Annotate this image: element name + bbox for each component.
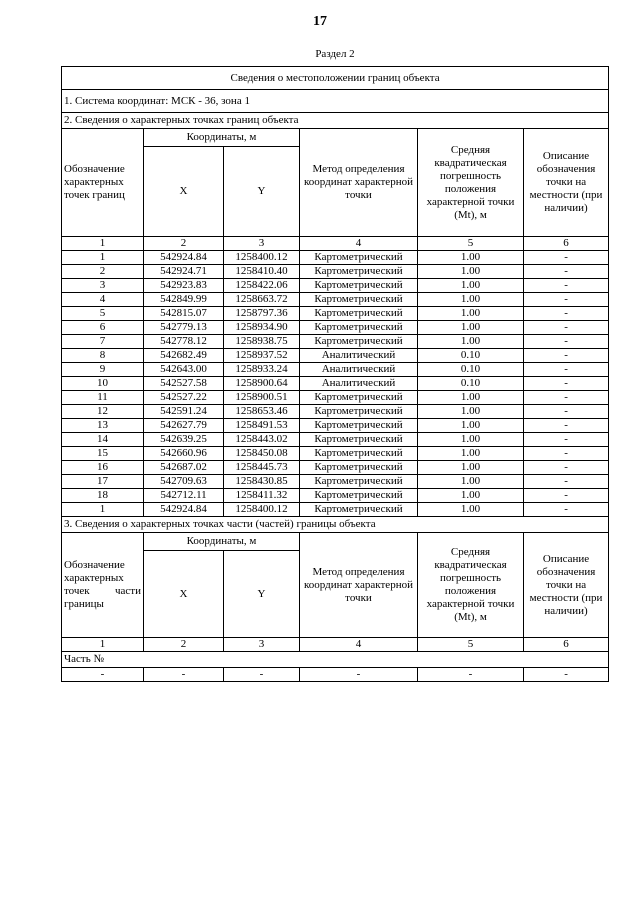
point-row [62,391,609,405]
point-description: - [524,475,609,489]
point-method: Картометрический [300,405,418,419]
point-row [62,279,609,293]
column-number: 2 [144,237,224,251]
point-x: 542687.02 [144,461,224,475]
point-method: Картометрический [300,265,418,279]
point-x: 542849.99 [144,293,224,307]
point-y: 1258443.02 [224,433,300,447]
part-data-row [62,668,609,682]
table-title: Сведения о местоположении границ объекта [62,67,609,90]
point-description: - [524,377,609,391]
point-accuracy: 0.10 [418,349,524,363]
point-method: Картометрический [300,419,418,433]
point-accuracy: 1.00 [418,475,524,489]
column-number: 6 [524,237,609,251]
point-y: 1258400.12 [224,503,300,517]
point-id: 3 [62,279,144,293]
column-number: 1 [62,638,144,652]
point-description: - [524,293,609,307]
point-description: - [524,349,609,363]
parts-header-method: Метод определения координат характерной точки [300,533,418,638]
point-y: 1258411.32 [224,489,300,503]
point-method: Картометрический [300,335,418,349]
point-y: 1258934.90 [224,321,300,335]
point-row [62,475,609,489]
point-row [62,363,609,377]
point-accuracy: 1.00 [418,335,524,349]
point-method: Аналитический [300,349,418,363]
point-row [62,447,609,461]
point-x: 542924.84 [144,251,224,265]
point-row [62,321,609,335]
point-description: - [524,363,609,377]
column-number: 1 [62,237,144,251]
point-row [62,489,609,503]
parts-header-y: Y [224,551,300,638]
point-x: 542660.96 [144,447,224,461]
point-description: - [524,447,609,461]
point-id: 1 [62,251,144,265]
point-row [62,307,609,321]
point-id: 10 [62,377,144,391]
points-heading: 2. Сведения о характерных точках границ объекта [62,113,609,129]
point-description: - [524,279,609,293]
header-point-designation: Обозначение характерных точек границ [62,129,144,237]
point-accuracy: 1.00 [418,265,524,279]
point-x: 542639.25 [144,433,224,447]
point-x: 542815.07 [144,307,224,321]
point-accuracy: 1.00 [418,279,524,293]
point-method: Картометрический [300,475,418,489]
part-cell: - [300,668,418,682]
point-row [62,251,609,265]
point-x: 542643.00 [144,363,224,377]
point-y: 1258445.73 [224,461,300,475]
point-y: 1258653.46 [224,405,300,419]
point-method: Картометрический [300,321,418,335]
point-row [62,335,609,349]
point-method: Картометрический [300,391,418,405]
point-y: 1258422.06 [224,279,300,293]
point-accuracy: 0.10 [418,377,524,391]
point-id: 2 [62,265,144,279]
point-row [62,293,609,307]
point-id: 7 [62,335,144,349]
point-description: - [524,461,609,475]
point-description: - [524,405,609,419]
point-row [62,461,609,475]
part-cell: - [62,668,144,682]
point-x: 542682.49 [144,349,224,363]
point-method: Аналитический [300,363,418,377]
point-y: 1258663.72 [224,293,300,307]
point-id: 16 [62,461,144,475]
point-accuracy: 1.00 [418,307,524,321]
parts-header-description: Описание обозначения точки на местности (при наличии) [524,533,609,638]
point-id: 17 [62,475,144,489]
section-label: Раздел 2 [315,48,355,60]
point-accuracy: 1.00 [418,461,524,475]
parts-header-x: X [144,551,224,638]
point-row [62,503,609,517]
header-coordinates: Координаты, м [144,129,300,147]
point-method: Картометрический [300,251,418,265]
point-description: - [524,265,609,279]
point-id: 5 [62,307,144,321]
parts-header-coordinates: Координаты, м [144,533,300,551]
point-id: 11 [62,391,144,405]
point-id: 4 [62,293,144,307]
point-accuracy: 0.10 [418,363,524,377]
point-row [62,419,609,433]
point-x: 542709.63 [144,475,224,489]
point-accuracy: 1.00 [418,503,524,517]
point-y: 1258937.52 [224,349,300,363]
column-number: 5 [418,237,524,251]
boundary-table [61,66,609,682]
point-x: 542923.83 [144,279,224,293]
part-label: Часть № [62,652,609,668]
header-x: X [144,147,224,237]
point-accuracy: 1.00 [418,419,524,433]
point-accuracy: 1.00 [418,433,524,447]
point-accuracy: 1.00 [418,251,524,265]
point-description: - [524,503,609,517]
point-y: 1258900.64 [224,377,300,391]
point-y: 1258933.24 [224,363,300,377]
point-method: Картометрический [300,447,418,461]
page-number: 17 [313,14,327,29]
point-row [62,433,609,447]
point-description: - [524,335,609,349]
point-row [62,349,609,363]
column-number: 4 [300,237,418,251]
point-x: 542778.12 [144,335,224,349]
point-id: 13 [62,419,144,433]
point-id: 9 [62,363,144,377]
part-cell: - [144,668,224,682]
part-cell: - [418,668,524,682]
point-x: 542527.58 [144,377,224,391]
point-x: 542779.13 [144,321,224,335]
point-description: - [524,489,609,503]
point-accuracy: 1.00 [418,447,524,461]
point-accuracy: 1.00 [418,293,524,307]
point-x: 542627.79 [144,419,224,433]
point-y: 1258400.12 [224,251,300,265]
point-id: 15 [62,447,144,461]
point-accuracy: 1.00 [418,489,524,503]
column-number: 4 [300,638,418,652]
point-y: 1258491.53 [224,419,300,433]
parts-header-point-designation: Обозначение характерных точек части границы [62,533,144,638]
point-accuracy: 1.00 [418,405,524,419]
point-y: 1258410.40 [224,265,300,279]
point-method: Картометрический [300,489,418,503]
point-x: 542591.24 [144,405,224,419]
column-number: 2 [144,638,224,652]
header-method: Метод определения координат характерной точки [300,129,418,237]
parts-heading: 3. Сведения о характерных точках части (частей) границы объекта [62,517,609,533]
part-cell: - [224,668,300,682]
point-method: Картометрический [300,503,418,517]
header-description: Описание обозначения точки на местности (при наличии) [524,129,609,237]
point-x: 542924.71 [144,265,224,279]
point-y: 1258797.36 [224,307,300,321]
point-y: 1258900.51 [224,391,300,405]
point-y: 1258430.85 [224,475,300,489]
point-row [62,265,609,279]
point-description: - [524,251,609,265]
point-method: Картометрический [300,279,418,293]
point-x: 542712.11 [144,489,224,503]
point-id: 18 [62,489,144,503]
point-row [62,377,609,391]
point-description: - [524,419,609,433]
point-id: 1 [62,503,144,517]
point-accuracy: 1.00 [418,391,524,405]
point-y: 1258938.75 [224,335,300,349]
parts-column-numbers-row [62,638,609,652]
column-number: 3 [224,237,300,251]
parts-header-accuracy: Средняя квадратическая погрешность положения характерной точки (Mt), м [418,533,524,638]
column-number: 6 [524,638,609,652]
point-method: Картометрический [300,461,418,475]
column-numbers-row [62,237,609,251]
point-row [62,405,609,419]
point-accuracy: 1.00 [418,321,524,335]
column-number: 5 [418,638,524,652]
point-x: 542527.22 [144,391,224,405]
point-id: 14 [62,433,144,447]
point-method: Аналитический [300,377,418,391]
point-description: - [524,433,609,447]
point-x: 542924.84 [144,503,224,517]
point-method: Картометрический [300,307,418,321]
point-id: 8 [62,349,144,363]
header-y: Y [224,147,300,237]
header-accuracy: Средняя квадратическая погрешность положения характерной точки (Mt), м [418,129,524,237]
point-description: - [524,391,609,405]
point-description: - [524,307,609,321]
part-cell: - [524,668,609,682]
point-y: 1258450.08 [224,447,300,461]
point-id: 6 [62,321,144,335]
point-method: Картометрический [300,433,418,447]
coord-system: 1. Система координат: МСК - 36, зона 1 [62,90,609,113]
column-number: 3 [224,638,300,652]
point-method: Картометрический [300,293,418,307]
point-id: 12 [62,405,144,419]
point-description: - [524,321,609,335]
